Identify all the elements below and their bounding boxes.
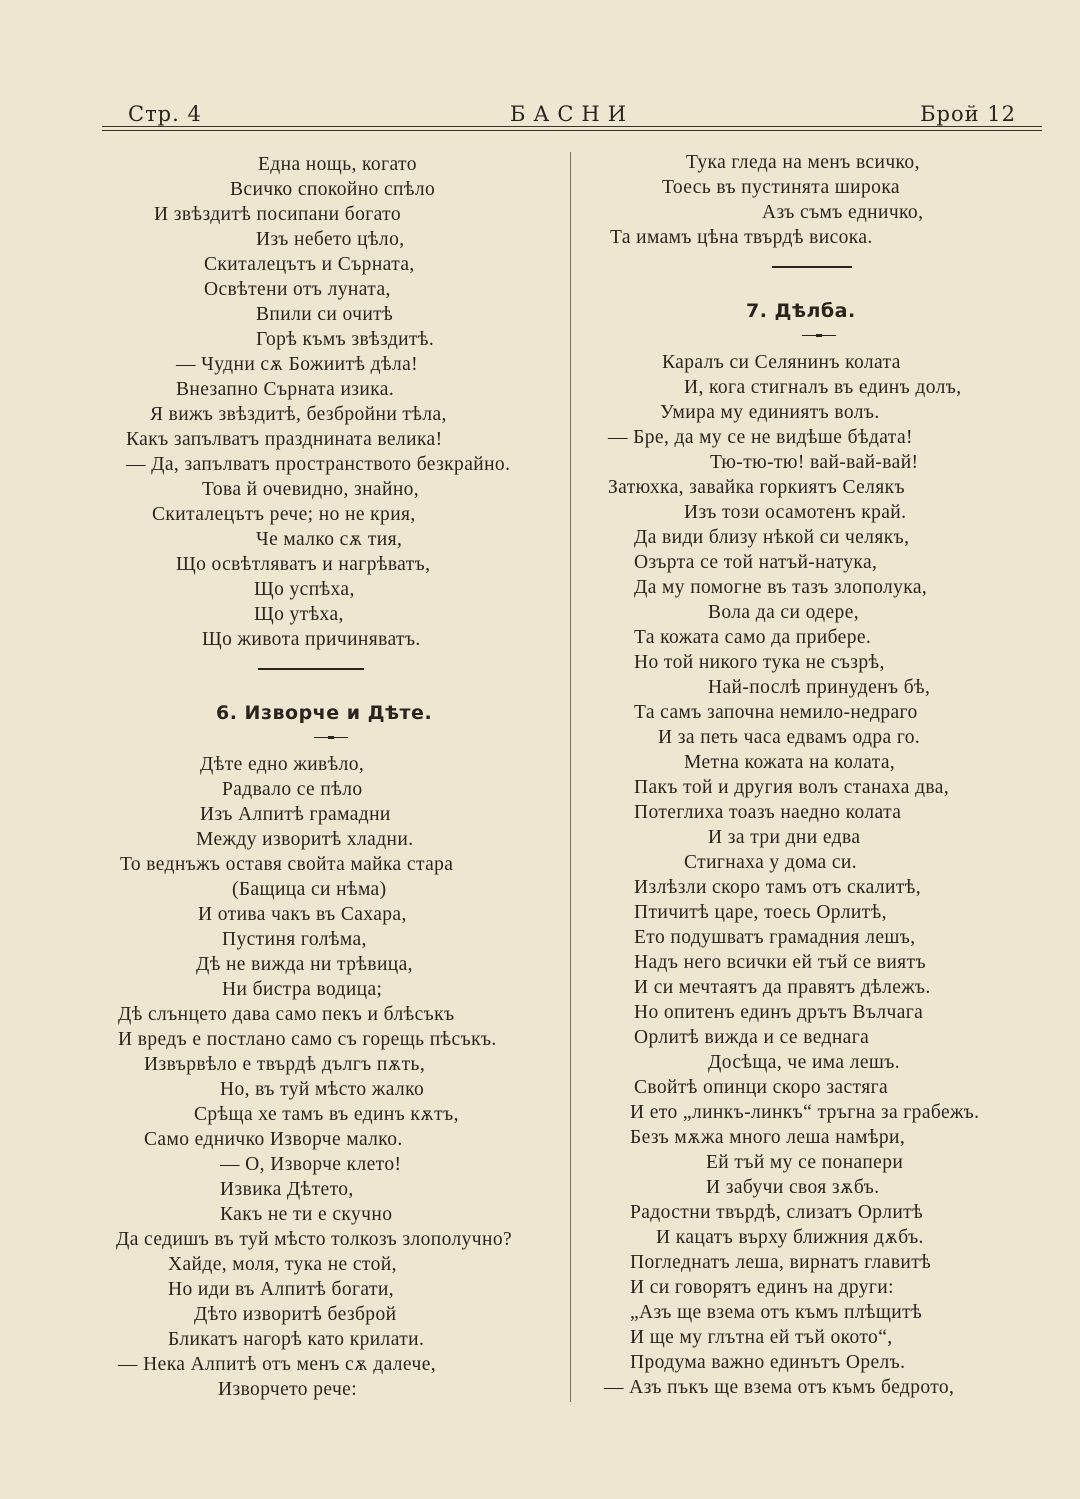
fable-line: И отива чакъ въ Сахара,	[198, 904, 407, 925]
fable-line: Да види близу нѣкой си челякъ,	[634, 527, 910, 548]
poem-line: Изъ небето цѣло,	[256, 229, 405, 250]
poem-line: Внезапно Сърната изика.	[176, 379, 395, 400]
title-ornament	[802, 335, 836, 336]
fable-line: Надъ него всички ей тъй се виятъ	[634, 952, 926, 973]
fable-line: Каралъ си Селянинъ колата	[662, 352, 901, 373]
fable-line: И за три дни едва	[708, 827, 861, 848]
fable-line: Та самъ започна немило-недраго	[634, 702, 918, 723]
poem-line: Що успѣха,	[254, 579, 355, 600]
fable-line: — Азъ пъкъ ще взема отъ къмъ бедрото,	[604, 1377, 955, 1398]
fable-line: Дѣто изворитѣ безброй	[194, 1304, 397, 1325]
fable-line: Тю-тю-тю! вай-вай-вай!	[710, 452, 919, 473]
fable-line: — Бре, да му се не видѣше бѣдата!	[608, 427, 913, 448]
fable-line: Озърта се той натъй-натука,	[634, 552, 878, 573]
fable-line: Затюхка, завайка горкиятъ Селякъ	[608, 477, 906, 498]
fable-line: Вола да си одере,	[708, 602, 860, 623]
fable-line: Дѣ не вижда ни трѣвица,	[196, 954, 413, 975]
fable-line: — О, Изворче клето!	[220, 1154, 402, 1175]
fable-line: Най-послѣ принуденъ бѣ,	[708, 677, 931, 698]
poem-line: Горѣ къмъ звѣздитѣ.	[256, 329, 435, 350]
header-rule	[102, 126, 1042, 127]
fable-line: То веднъжъ оставя свойта майка стара	[120, 854, 454, 875]
fable-line: Срѣща хе тамъ въ единъ кѫтъ,	[194, 1104, 459, 1125]
fable-line: Но опитенъ единъ дрътъ Вълчага	[634, 1002, 924, 1023]
poem-line: — Да, запълватъ пространството безкрайно.	[126, 454, 511, 475]
fable-line: Та кожата само да прибере.	[634, 627, 872, 648]
fable-line: Да седишъ въ туй мѣсто толкозъ злополучно?	[116, 1229, 513, 1250]
fable-line: Но той никого тука не съзрѣ,	[634, 652, 885, 673]
fable-line: Хайде, моля, тука не стой,	[168, 1254, 397, 1275]
fable-line: Извървѣло е твърдѣ дългъ пѫть,	[144, 1054, 426, 1075]
fable-line: Какъ не ти е скучно	[220, 1204, 393, 1225]
fable-line: И си говорятъ единъ на други:	[630, 1277, 894, 1298]
fable-line: Но, въ туй мѣсто жалко	[220, 1079, 425, 1100]
fable-line: Безъ мѫжа много леша намѣри,	[630, 1127, 906, 1148]
fable-line: Умира му единиятъ волъ.	[660, 402, 880, 423]
fable-line: Стигнаха у дома си.	[684, 852, 858, 873]
issue-number: Брой 12	[920, 102, 1016, 126]
fable-line: И забучи своя зѫбъ.	[706, 1177, 880, 1198]
poem-line: Що утѣха,	[254, 604, 344, 625]
poem-line: Впили си очитѣ	[256, 304, 394, 325]
fable-6-title: 6. Изворче и Дѣте.	[216, 702, 433, 724]
poem-line: Всичко спокойно спѣло	[230, 179, 436, 200]
fable-line: Ей тъй му се понапери	[706, 1152, 904, 1173]
fable-line: Извика Дѣтето,	[220, 1179, 354, 1200]
fable-line: Метна кожата на колата,	[684, 752, 896, 773]
fable-line: Радвало се пѣло	[222, 779, 363, 800]
fable-line: Излѣзли скоро тамъ отъ скалитѣ,	[634, 877, 922, 898]
fable-line: Между изворитѣ хладни.	[196, 829, 414, 850]
header-rule-thin	[102, 130, 1042, 131]
poem-line: Що освѣтляватъ и нагрѣватъ,	[176, 554, 431, 575]
fable-7-title: 7. Дѣлба.	[746, 300, 856, 322]
poem-line: Що живота причиняватъ.	[202, 629, 421, 650]
column-divider	[570, 152, 571, 1402]
fable-line: Ни бистра водица;	[222, 979, 383, 1000]
fable-line: Та имамъ цѣна твърдѣ висока.	[610, 227, 873, 248]
fable-line: И си мечтаятъ да правятъ дѣлежъ.	[634, 977, 931, 998]
fable-line: Да му помогне въ тазъ злополука,	[634, 577, 928, 598]
poem-line: И звѣздитѣ посипани богато	[154, 204, 401, 225]
page-header	[102, 98, 1042, 128]
fable-line: Само едничко Изворче малко.	[144, 1129, 403, 1150]
title-ornament	[314, 737, 348, 738]
poem-line: Една нощь, когато	[258, 154, 417, 175]
fable-line: Тука гледа на менъ всичко,	[686, 152, 920, 173]
poem-line: Я вижъ звѣздитѣ, безбройни тѣла,	[150, 404, 447, 425]
fable-line: И ще му глътна ей тъй окото“,	[630, 1327, 893, 1348]
fable-line: И ето „линкъ-линкъ“ тръгна за грабежъ.	[630, 1102, 980, 1123]
poem-line: — Чудни сѫ Божиитѣ дѣла!	[176, 354, 419, 375]
fable-line: Ето подушватъ грамадния лешъ,	[634, 927, 916, 948]
fable-line: Изъ този осамотенъ край.	[684, 502, 907, 523]
fable-line: И вредъ е постлано само съ горещь пѣсъкъ.	[118, 1029, 497, 1050]
fable-line: И за петь часа едвамъ одра го.	[658, 727, 921, 748]
fable-line: Дѣ слънцето дава само пекъ и блѣсъкъ	[118, 1004, 455, 1025]
poem-line: Освѣтени отъ луната,	[204, 279, 391, 300]
fable-line: Потеглиха тоазъ наедно колата	[634, 802, 902, 823]
fable-line: Азъ съмъ едничко,	[762, 202, 924, 223]
poem-line: Че малко сѫ тия,	[256, 529, 403, 550]
fable-line: Радостни твърдѣ, слизатъ Орлитѣ	[630, 1202, 924, 1223]
fable-line: Продума важно единътъ Орелъ.	[630, 1352, 906, 1373]
fable-line: Погледнатъ леша, вирнатъ главитѣ	[630, 1252, 932, 1273]
publication-title: БАСНИ	[509, 102, 635, 126]
fable-line: Изъ Алпитѣ грамадни	[200, 804, 391, 825]
fable-line: „Азъ ще взема отъ къмъ плѣщитѣ	[630, 1302, 923, 1323]
fable-line: Орлитѣ вижда и се веднага	[634, 1027, 870, 1048]
fable-line: И, кога стигналъ въ единъ долъ,	[684, 377, 962, 398]
fable-line: Досѣща, че има лешъ.	[708, 1052, 901, 1073]
fable-line: Пустиня голѣма,	[222, 929, 367, 950]
poem-line: Това й очевидно, знайно,	[202, 479, 420, 500]
fable-line: Пакъ той и другия волъ станаха два,	[634, 777, 950, 798]
page-number: Стр. 4	[128, 102, 202, 126]
fable-line: И кацатъ върху ближния дѫбъ.	[656, 1227, 924, 1248]
fable-line: Дѣте едно живѣло,	[200, 754, 365, 775]
section-separator	[772, 266, 852, 268]
fable-line: — Нека Алпитѣ отъ менъ сѫ далече,	[118, 1354, 437, 1375]
section-separator	[258, 668, 364, 670]
fable-line: Птичитѣ царе, тоесь Орлитѣ,	[634, 902, 887, 923]
fable-line: Но иди въ Алпитѣ богати,	[168, 1279, 394, 1300]
fable-line: (Бащица си нѣма)	[232, 879, 387, 900]
poem-line: Скиталецътъ рече; но не крия,	[152, 504, 416, 525]
fable-line: Бликатъ нагорѣ като крилати.	[168, 1329, 425, 1350]
poem-line: Скиталецътъ и Сърната,	[204, 254, 415, 275]
fable-line: Тоесь въ пустинята широка	[662, 177, 900, 198]
poem-line: Какъ запълватъ празднината велика!	[126, 429, 443, 450]
fable-line: Изворчето рече:	[218, 1379, 358, 1400]
fable-line: Свойтѣ опинци скоро застяга	[634, 1077, 889, 1098]
